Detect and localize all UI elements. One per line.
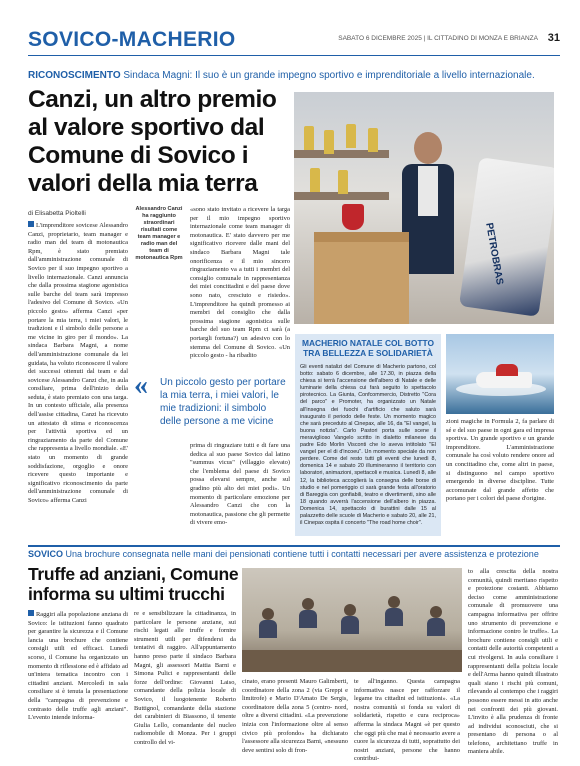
main-photo — [294, 92, 554, 324]
col4-text: zioni magiche in Formula 2, fa parlare di sé e del suo paese in ogni gara ed impresa sportiva. Un grande sportivo e un grande imprenditore. L'amministrazione comunale ha così voluto rendere onore ad un concittadino che, come altri in paese, si distinguono nel campo sportivo emergendo in diverse discipline. Tutte accomunate dal grande affetto che portano per i colori del paese d'origine. — [446, 418, 554, 503]
article2-col1 — [28, 610, 128, 723]
meeting-photo — [242, 568, 462, 672]
person-head — [302, 598, 314, 610]
article1-col3 — [190, 442, 290, 528]
trophy — [346, 124, 356, 148]
trophy — [338, 170, 348, 194]
article2-kicker — [28, 549, 539, 559]
person-body — [385, 608, 403, 626]
kicker-tag: SOVICO — [28, 549, 64, 559]
boat-cockpit — [496, 364, 518, 376]
col5-text: to alla crescita della nostra comunità, quindi meritano rispetto e protezione costanti. Abbiamo deciso come amministrazione comunale di promuovere una campagna informativa per offrire uno strumento di prevenzione e informazione contro le truffe». La brochure contiene consigli utili e contatti delle autorità competenti a cui rivolgersi. In aula consiliare i rappresentanti della polizia locale e dell'Arma hanno quindi illustrato quali siano i rischi più comuni, rilevando al contempo che i raggiri possono essere messi in atto anche nei confronti dei più giovani. L'invito è alla prudenza di fronte ad individui sconosciuti, che si presentano di persona o al telefono, architettano truffe in maniera abile. — [468, 568, 558, 756]
col2-text: «sono stato invitato a ricevere la targa per il mio impegno sportivo internazionale come team manager di motonautica. E' stato davvero per me significativo ricevere dalle mani del sindaco Barbara Magni tale onorificenza e il mio sincero ringraziamento va a tutti i membri del consiglio comunale in rappresentanza dei miei concittadini e del paese dove sono nato, cresciuto e risiedo». L'imprenditore ha quindi promesso ai membri del consiglio che dalla prossima stagione agonistica sulle barche del suo team Rpm ci sarà (a portargli fortuna?) un adesivo con lo stemma del Comune di Sovico. «Un piccolo gesto - ha ribadito — [190, 206, 290, 360]
boat-photo — [446, 334, 554, 414]
comune-crest-icon — [342, 204, 364, 230]
col3-text: cinato, erano presenti Mauro Galimberti, coordinatore della zona 2 (via Greppi e limitrofe) e Mario D'Amato De Sergis, coordinatore della zona 5 (centro- nord, oltre a diversi cittadini. «La prevenzione inizia con l'informazione oltre al senso civico più profondo» ha dichiarato l'assessore alla sicurezza Barni, «nessuno deve sentirsi solo di fron- — [242, 678, 348, 754]
trophy — [304, 126, 314, 150]
article1-col2 — [190, 206, 290, 361]
article1-col4 — [446, 418, 554, 504]
event-box — [295, 334, 441, 536]
masthead — [28, 26, 560, 56]
article2-col3 — [242, 678, 348, 755]
person-head — [430, 606, 442, 618]
person-head — [388, 596, 400, 608]
article2-col4 — [354, 678, 460, 764]
kicker-text: Una brochure consegnata nelle mani dei pensionati contiene tutti i contatti necessari per avere assistenza e protezione — [65, 549, 539, 559]
article1-kicker — [28, 70, 535, 81]
article1-headline: Canzi, un altro premio al valore sportivo dal Comune di Sovico i valori della mia terra — [28, 86, 277, 197]
article2-headline: Truffe ad anziani, Comune informa su ultimi trucchi — [28, 564, 239, 604]
article2-col2 — [134, 610, 236, 748]
col3-text: prima di ringraziare tutti e di fare una dedica al suo paese Sovico dal latino "summus vicus" (villaggio elevato) che l'emblema del paese di Sovico possa elevarsi sempre, anche sul gradino più alto dei miei podi». Un momento di particolare emozione per Alessandro Canzi che con la motonautica, passione che gli permette di vivere emo- — [190, 442, 290, 527]
trophy — [324, 130, 334, 154]
article2-col5 — [468, 568, 558, 757]
article1-col1 — [28, 221, 128, 506]
dropcap-icon — [28, 610, 34, 616]
boat-sponsor-text: PETROBRAS — [483, 222, 505, 286]
col1-text: L'imprenditore sovicese Alessandro Canzi, proprietario, team manager e radio man del team di motonautica Rpm, è stato premiato dall'amministrazione comunale di Sovico per il suo impegno sportivo a livello internazionale. Canzi annuncia che dalla prossima stagione agonistica sulle barche del team sarà impresso l'adesivo del Comune di Sovico. «Un piccolo gesto» afferma Canzi «per portare la mia terra, i miei valori, le tradizioni e il simbolo delle persone a me vicine in giro per il mondo». La sindaca Barbara Magni, a nome dell'amministrazione comunale da lei guidata, ha voluto riconoscere il valore dei successi ottenuti dal team e dal sovicese Alessandro Canzi che, in aula consiliare, prima dell'inizio della seduta, è stato premiato con una targa. In un contesto ufficiale, alla presenza dell'assise cittadina, Canzi ha ricevuto un attestato di stima e riconoscenza per l'attività sportiva ed un ringraziamento da parte del Comune che rappresenta a livello mondiale. «E' stato un momento di grande soddisfazione, orgoglio e onore ricevere questo importante e significativo riconoscimento da parte dell'amministrazione comunale di Sovico» afferma Canzi — [28, 222, 128, 504]
quote-mark-icon: « — [134, 370, 148, 401]
pull-quote: Un piccolo gesto per portare la mia terra, i miei valori, le mie tradizioni: il simbolo delle persone a me vicine — [160, 377, 286, 427]
page-meta: SABATO 6 DICEMBRE 2025 | IL CITTADINO DI MONZA E BRIANZA — [338, 35, 538, 42]
kicker-text: Sindaca Magni: Il suo è un grande impegno sportivo e imprenditoriale a livello internazionale. — [123, 70, 535, 81]
event-box-title: MACHERIO NATALE COL BOTTO TRA BELLEZZA E SOLIDARIETÀ — [302, 338, 434, 358]
trophy — [368, 128, 378, 152]
col4-text: te all'inganno. Questa campagna informativa nasce per rafforzare il legame tra cittadini ed istituzioni». «La nostra comunità si fonda su valori di solidarietà, rispetto e cura reciproca» afferma la sindaca Magni «è per questo che oggi più che mai è necessario avere a cuore la sicurezza di tutti, soprattutto dei nostri anziani, persone che hanno contribui- — [354, 678, 460, 763]
article-separator — [28, 545, 560, 547]
person-body — [259, 620, 277, 638]
dropcap-icon — [28, 221, 34, 227]
byline: di Elisabetta Pioltelli — [28, 210, 86, 217]
person-head — [262, 608, 274, 620]
col2-text: re e sensibilizzare la cittadinanza, in particolare le persone anziane, sui rischi legati alle truffe e fornire strumenti utili per difendersi da tentativi di raggiro. All'appuntamento hanno preso parte il sindaco Barbara Magni, gli assessori Mattia Barni e Simona Pulici e rappresentanti delle forze dell'ordine: Giovanni Laiso, comandante della polizia locale di Sovico, il luogotenente Roberto Buttignol, comandante della stazione dei carabinieri di Biassono, il tenente Giulia Lello, comandante del nucleo radiomobile di Monza. Per i gruppi controllo del vi- — [134, 610, 236, 746]
kicker-tag: RICONOSCIMENTO — [28, 70, 121, 81]
person-head — [414, 132, 442, 164]
cardboard-box — [314, 242, 409, 324]
person-shirt — [418, 166, 438, 216]
person-body — [427, 618, 445, 636]
photo-caption: Alessandro Canzi ha raggiunto straordinari risultati come team manager e radio man del team di motonautica Rpm — [135, 206, 183, 261]
person-body — [341, 616, 359, 634]
page-number: 31 — [547, 32, 560, 44]
meeting-table — [242, 650, 462, 672]
section-name: SOVICO-MACHERIO — [28, 28, 236, 51]
person-body — [299, 610, 317, 628]
trophy — [310, 168, 320, 192]
event-box-body: Gli eventi natalizi del Comune di Macherio partono, col botto: sabato 6 dicembre, alle 17.30, in piazza della chiesa si terrà l'accensione dell'albero di Natale e delle luminarie della chiesa cui farà seguito lo spettacolo pirotecnico. La Giunta, Confcommercio, Distretto "Cora del parco" e Promoter, ha organizzato un Natale all'insegna dei fuochi d'artificio che saluto sarà inaugurato il periodo delle feste. Un momento magico che sarà preceduto al Cinepax, alle 16, da "El vangel, la buona notizia". Carlo Pastori porta sulle scene il meraviglioso Vangelo scritto in dialetto milanese da padre Edo Morlin Visconti che lo aveva intitolato "El vangel per el di d'incoeu". Un momento speciale da non perdere. Come del resto tutti gli eventi che lunedì 8, domenica 14 e sabato 20 illumineranno il territorio con laboratori, animazioni, spettacoli e musica. Lunedì 8, alle 12, la biblioteca accoglierà la consegna delle borse di studio e nel pomeriggio ci sarà grande festa all'oratorio di Bareggia con gonfiabili, teatro e divertimenti, sino alle 18 quando avverrà l'accensione dell'albero in piazza. Domenica 14, spettacolo di burattini dalle 15 al palazzetto delle scuole di Macherio e sabato 20, alle 21, il Cinepax ospita il concerto "The road home choir". — [300, 364, 436, 527]
person-head — [344, 604, 356, 616]
race-boat — [459, 157, 554, 317]
col1-text: Raggiri alla popolazione anziana di Sovico: le istituzioni fanno quadrato per garantire la sicurezza e il Comune lancia una brochure che contiene consigli utili ed efficaci. Lunedì scorso, il Comune ha organizzato un momento di riflessione ed è affidato ad un'intera tematica incontro con i cittadini anziani. Mercoledì in sala consiliare si è tenuta la presentazione della "campagna di prevenzione e contrasto delle truffe agli anziani". L'evento intende informa- — [28, 611, 128, 722]
